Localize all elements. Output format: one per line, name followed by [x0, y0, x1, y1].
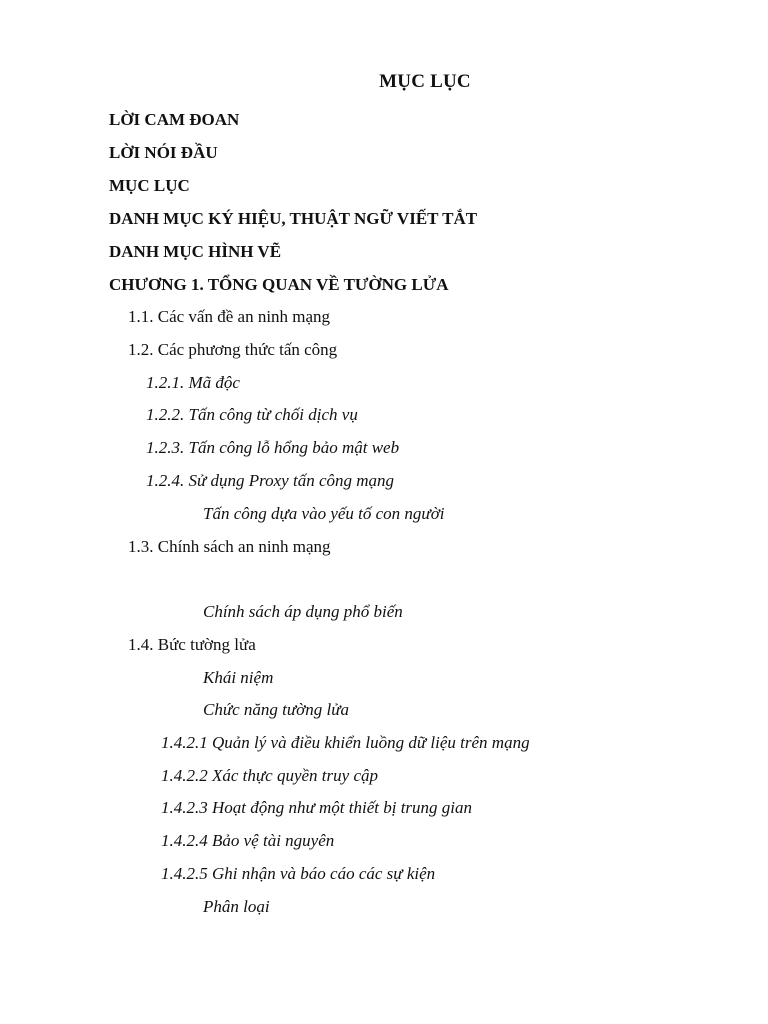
toc-entry-1-4-2-2: 1.4.2.2 Xác thực quyền truy cập: [161, 766, 378, 785]
toc-entry-1-2-1: 1.2.1. Mã độc: [146, 373, 240, 392]
toc-entry-1-2: 1.2. Các phương thức tấn công: [128, 340, 338, 359]
toc-entry-khai-niem: Khái niệm: [203, 668, 274, 687]
toc-entry-danh-muc-ky-hieu: DANH MỤC KÝ HIỆU, THUẬT NGỮ VIẾT TẮT: [109, 209, 478, 228]
toc-entry-1-4-2-1: 1.4.2.1 Quản lý và điều khiển luồng dữ liệu trên mạng: [161, 733, 530, 752]
toc-entry-chuong-1: CHƯƠNG 1. TỔNG QUAN VỀ TƯỜNG LỬA: [109, 275, 449, 294]
toc-entry-phan-loai: Phân loại: [203, 897, 270, 916]
toc-entry-1-3: 1.3. Chính sách an ninh mạng: [128, 537, 331, 556]
toc-title: MỤC LỤC: [379, 71, 471, 92]
toc-entry-chuc-nang: Chức năng tường lửa: [203, 700, 349, 719]
toc-entry-1-2-4: 1.2.4. Sử dụng Proxy tấn công mạng: [146, 471, 395, 490]
toc-entry-loi-noi-dau: LỜI NÓI ĐẦU: [109, 143, 218, 162]
toc-entry-1-4-2-5: 1.4.2.5 Ghi nhận và báo cáo các sự kiện: [161, 864, 436, 883]
toc-entry-muc-luc: MỤC LỤC: [109, 176, 190, 195]
toc-entry-loi-cam-doan: LỜI CAM ĐOAN: [109, 110, 240, 129]
toc-entry-1-4-2-4: 1.4.2.4 Bảo vệ tài nguyên: [161, 831, 335, 850]
toc-entry-tan-cong-con-nguoi: Tấn công dựa vào yếu tố con người: [203, 504, 445, 523]
toc-entry-1-4-2-3: 1.4.2.3 Hoạt động như một thiết bị trung gian: [161, 798, 473, 817]
toc-entry-1-1: 1.1. Các vấn đề an ninh mạng: [128, 307, 331, 326]
toc-entry-1-2-3: 1.2.3. Tấn công lỗ hổng bảo mật web: [146, 438, 400, 457]
toc-entry-1-4: 1.4. Bức tường lửa: [128, 635, 256, 654]
toc-entry-1-2-2: 1.2.2. Tấn công từ chối dịch vụ: [146, 405, 358, 424]
toc-entry-chinh-sach-pho-bien: Chính sách áp dụng phổ biến: [203, 602, 403, 621]
toc-entry-danh-muc-hinh-ve: DANH MỤC HÌNH VẼ: [109, 242, 282, 261]
